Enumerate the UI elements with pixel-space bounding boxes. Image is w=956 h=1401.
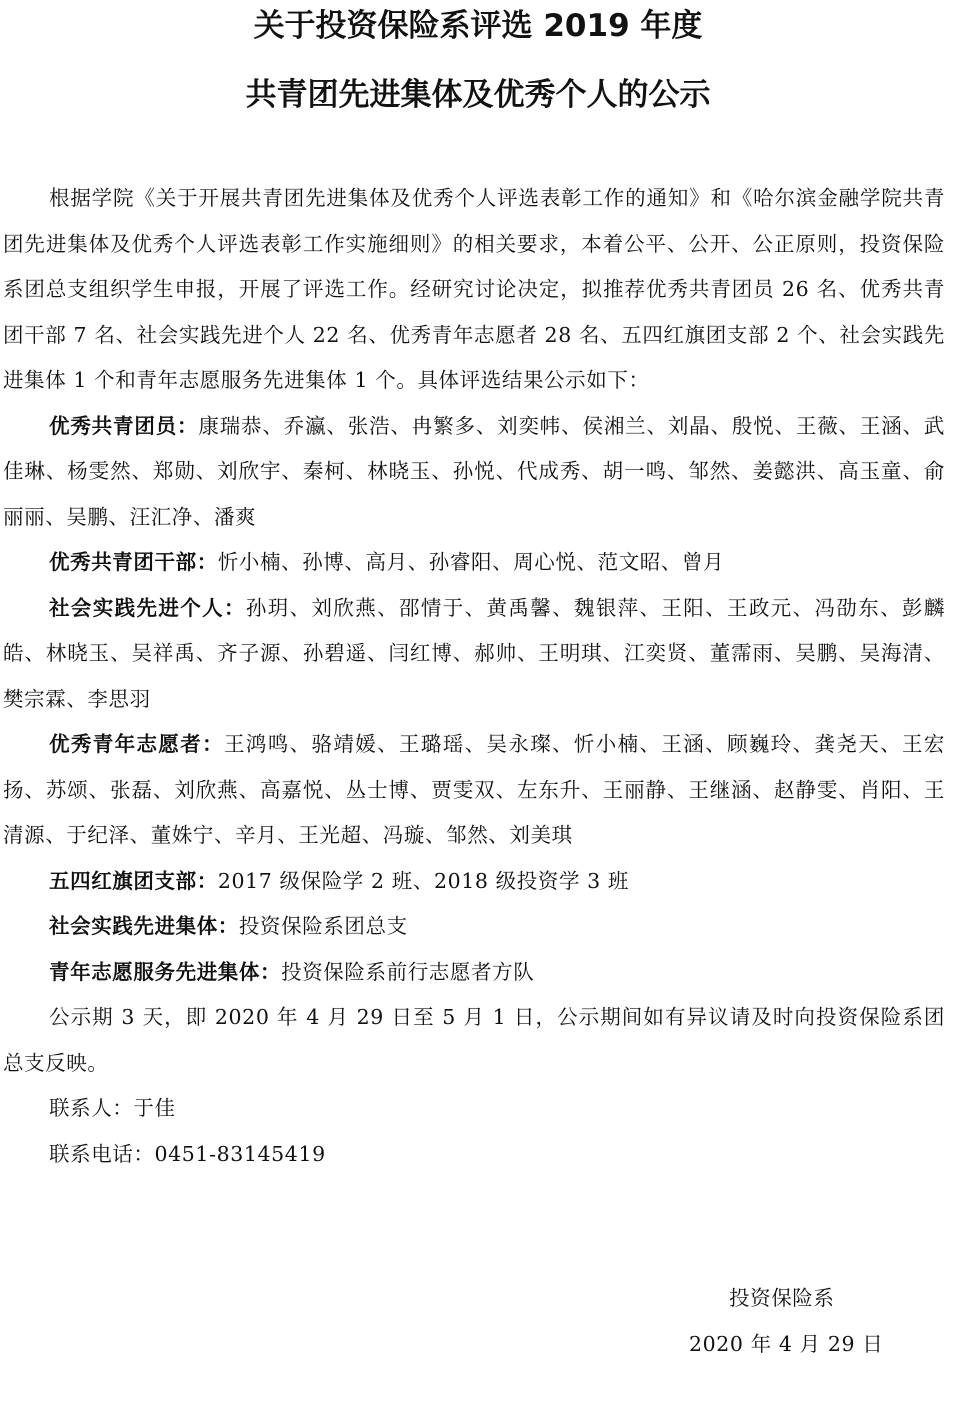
section-label: 社会实践先进集体： (49, 914, 239, 938)
section-label: 优秀共青团员： (49, 413, 199, 438)
section-social-practice-collective (3, 904, 945, 950)
document-body (3, 176, 945, 1177)
section-label: 社会实践先进个人： (49, 595, 246, 620)
notice-paragraph: 公示期 3 天，即 2020 年 4 月 29 日至 5 月 1 日，公示期间如有异议请及时向投资保险系团总支反映。 (3, 1005, 945, 1075)
section-names: 康瑞恭、乔瀛、张浩、冉繁多、刘奕帏、侯湘兰、刘晶、殷悦、王薇、王涵、武佳琳、杨雯然、郑勋、刘欣宇、秦柯、林晓玉、孙悦、代成秀、胡一鸣、邹然、姜懿洪、高玉童、俞丽丽、吴鹏、汪汇净、潘爽 (3, 413, 945, 529)
section-names: 投资保险系团总支 (238, 914, 408, 938)
section-names: 2017 级保险学 2 班、2018 级投资学 3 班 (217, 868, 630, 893)
section-names: 忻小楠、孙博、高月、孙睿阳、周心悦、范文昭、曾月 (217, 550, 725, 574)
document-title-line-1: 关于投资保险系评选 2019 年度 (253, 8, 703, 44)
section-names: 孙玥、刘欣燕、邵情于、黄禹馨、魏银萍、王阳、王政元、冯劭东、彭麟皓、林晓玉、吴祥禹、齐子源、孙碧遥、闫红博、郝帅、王明琪、江奕贤、董霈雨、吴鹏、吴海清、樊宗霖、李思羽 (3, 595, 945, 711)
document-title-line-2: 共青团先进集体及优秀个人的公示 (245, 77, 711, 113)
section-red-flag-branches (3, 859, 945, 905)
section-label: 五四红旗团支部： (49, 868, 218, 893)
section-names: 投资保险系前行志愿者方队 (281, 959, 535, 984)
contact-phone: 联系电话：0451-83145419 (49, 1141, 326, 1166)
contact-person: 联系人：于佳 (49, 1096, 176, 1120)
section-excellent-members (3, 404, 945, 541)
section-label: 优秀青年志愿者： (49, 732, 224, 756)
section-names: 王鸿鸣、骆靖媛、王璐瑶、吴永璨、忻小楠、王涵、顾巍玲、龚尧天、王宏扬、苏颂、张磊、刘欣燕、高嘉悦、丛士博、贾雯双、左东升、王丽静、王继涵、赵静雯、肖阳、王清源、于纪泽、董姝宁、辛月、王光超、冯璇、邹然、刘美琪 (3, 732, 945, 847)
section-label: 青年志愿服务先进集体： (49, 959, 282, 984)
section-excellent-cadres (3, 540, 945, 586)
signature-organization: 投资保险系 (729, 1286, 835, 1310)
section-social-practice-individuals (3, 586, 945, 723)
intro-paragraph: 根据学院《关于开展共青团先进集体及优秀个人评选表彰工作的通知》和《哈尔滨金融学院共青团先进集体及优秀个人评选表彰工作实施细则》的相关要求，本着公平、公开、公正原则，投资保险系团总支组织学生申报，开展了评选工作。经研究讨论决定，拟推荐优秀共青团员 26 名、优秀共青团干部 7 名、社会实践先进个人 22 名、优秀青年志愿者 28 名、五四红旗团支部 2 个、社会实践先进集体 1 个和青年志愿服务先进集体 1 个。具体评选结果公示如下： (3, 186, 945, 392)
section-volunteer-collective (3, 950, 945, 996)
section-label: 优秀共青团干部： (49, 550, 218, 574)
signature-date: 2020 年 4 月 29 日 (689, 1332, 884, 1356)
section-excellent-volunteers (3, 722, 945, 859)
